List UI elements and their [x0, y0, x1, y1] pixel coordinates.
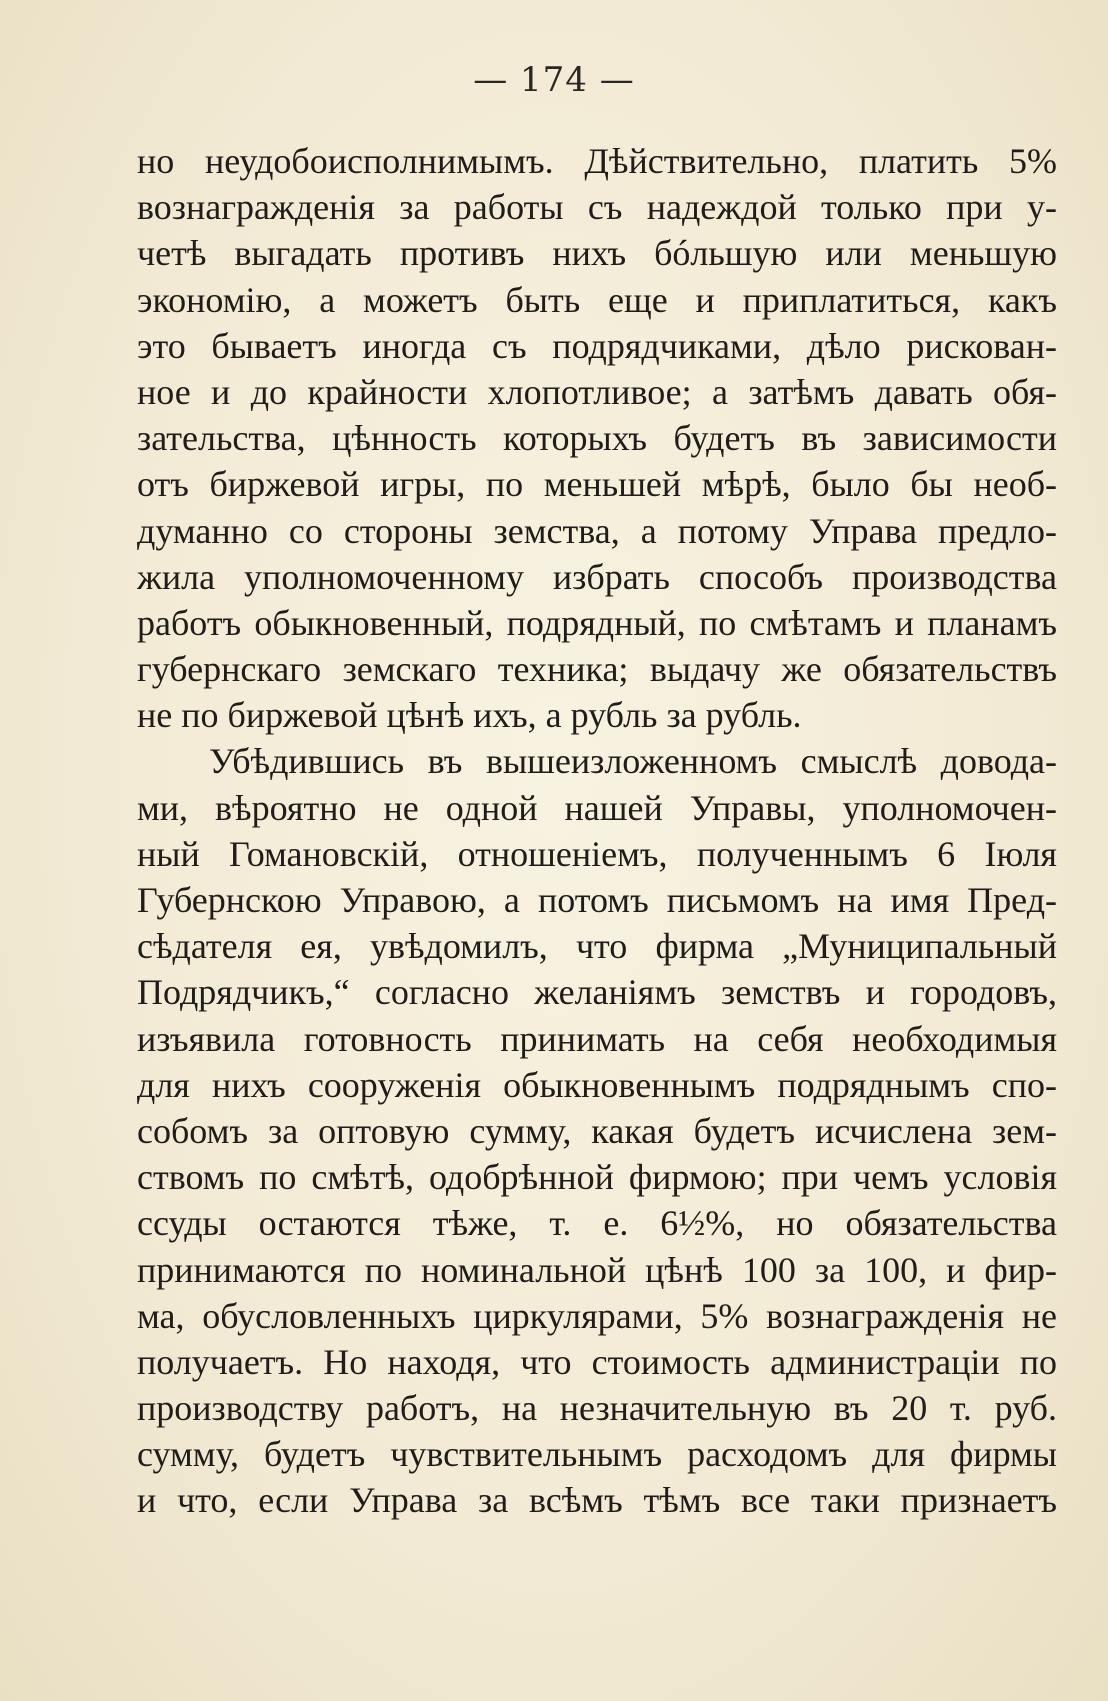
text-line: зательства, цѣнность которыхъ будетъ въ зависимости	[137, 418, 1057, 459]
text-line: Губернскою Управою, а потомъ письмомъ на имя Пред-	[137, 880, 1057, 920]
text-line: вознагражденія за работы съ надеждой только при у-	[137, 187, 1057, 228]
text-line: ми, вѣроятно не одной нашей Управы, уполномочен-	[137, 787, 1057, 828]
page-number: — 174 —	[473, 60, 635, 100]
text-line: и что, если Управа за всѣмъ тѣмъ все таки признаетъ	[137, 1480, 1057, 1521]
text-line: ный Гомановскій, отношеніемъ, полученнымъ 6 Іюля	[137, 833, 1057, 874]
text-line: экономію, а можетъ быть еще и приплатиться, какъ	[137, 279, 1057, 320]
text-line: четѣ выгадать противъ нихъ бóльшую или меньшую	[137, 233, 1057, 274]
text-line: получаетъ. Но находя, что стоимость администраціи по	[137, 1341, 1057, 1382]
text-line: думанно со стороны земства, а потому Управа предло-	[137, 510, 1057, 551]
text-line: сумму, будетъ чувствительнымъ расходомъ для фирмы	[137, 1434, 1057, 1475]
text-line: ссуды остаются тѣже, т. е. 6½%, но обязательства	[137, 1203, 1057, 1244]
text-line: сѣдателя ея, увѣдомилъ, что фирма „Муниципальный	[137, 926, 1057, 967]
text-line: но неудобоисполнимымъ. Дѣйствительно, платить 5%	[137, 141, 1057, 181]
text-line: ствомъ по смѣтѣ, одобрѣнной фирмою; при чемъ условія	[137, 1157, 1057, 1198]
text-line: отъ биржевой игры, по меньшей мѣрѣ, было бы необ-	[137, 464, 1057, 505]
text-line: ма, обусловленныхъ циркулярами, 5% вознагражденія не	[137, 1295, 1057, 1336]
text-line: губернскаго земскаго техника; выдачу же обязательствъ	[137, 649, 1057, 690]
text-line: собомъ за оптовую сумму, какая будетъ исчислена зем-	[137, 1110, 1057, 1151]
text-line: работъ обыкновенный, подрядный, по смѣтамъ и планамъ	[137, 602, 1057, 643]
text-line: это бываетъ иногда съ подрядчиками, дѣло рискован-	[137, 325, 1057, 366]
text-line: принимаются по номинальной цѣнѣ 100 за 100, и фир-	[137, 1249, 1057, 1290]
text-line: изъявила готовность принимать на себя необходимыя	[137, 1018, 1057, 1059]
text-line: ное и до крайности хлопотливое; а затѣмъ давать обя-	[137, 371, 1057, 412]
text-line: жила уполномоченному избрать способъ производства	[137, 556, 1057, 597]
text-line: для нихъ сооруженія обыкновеннымъ подряднымъ спо-	[137, 1064, 1057, 1105]
text-line: производству работъ, на незначительную въ 20 т. руб.	[137, 1388, 1057, 1429]
paragraph-end-line: не по биржевой цѣнѣ ихъ, а рубль за рубль.	[137, 695, 802, 736]
body-text	[137, 138, 1057, 1524]
paragraph-start-line: Убѣдившись въ вышеизложенномъ смыслѣ довода-	[209, 741, 1057, 782]
text-line: Подрядчикъ,“ согласно желаніямъ земствъ и городовъ,	[137, 972, 1057, 1013]
